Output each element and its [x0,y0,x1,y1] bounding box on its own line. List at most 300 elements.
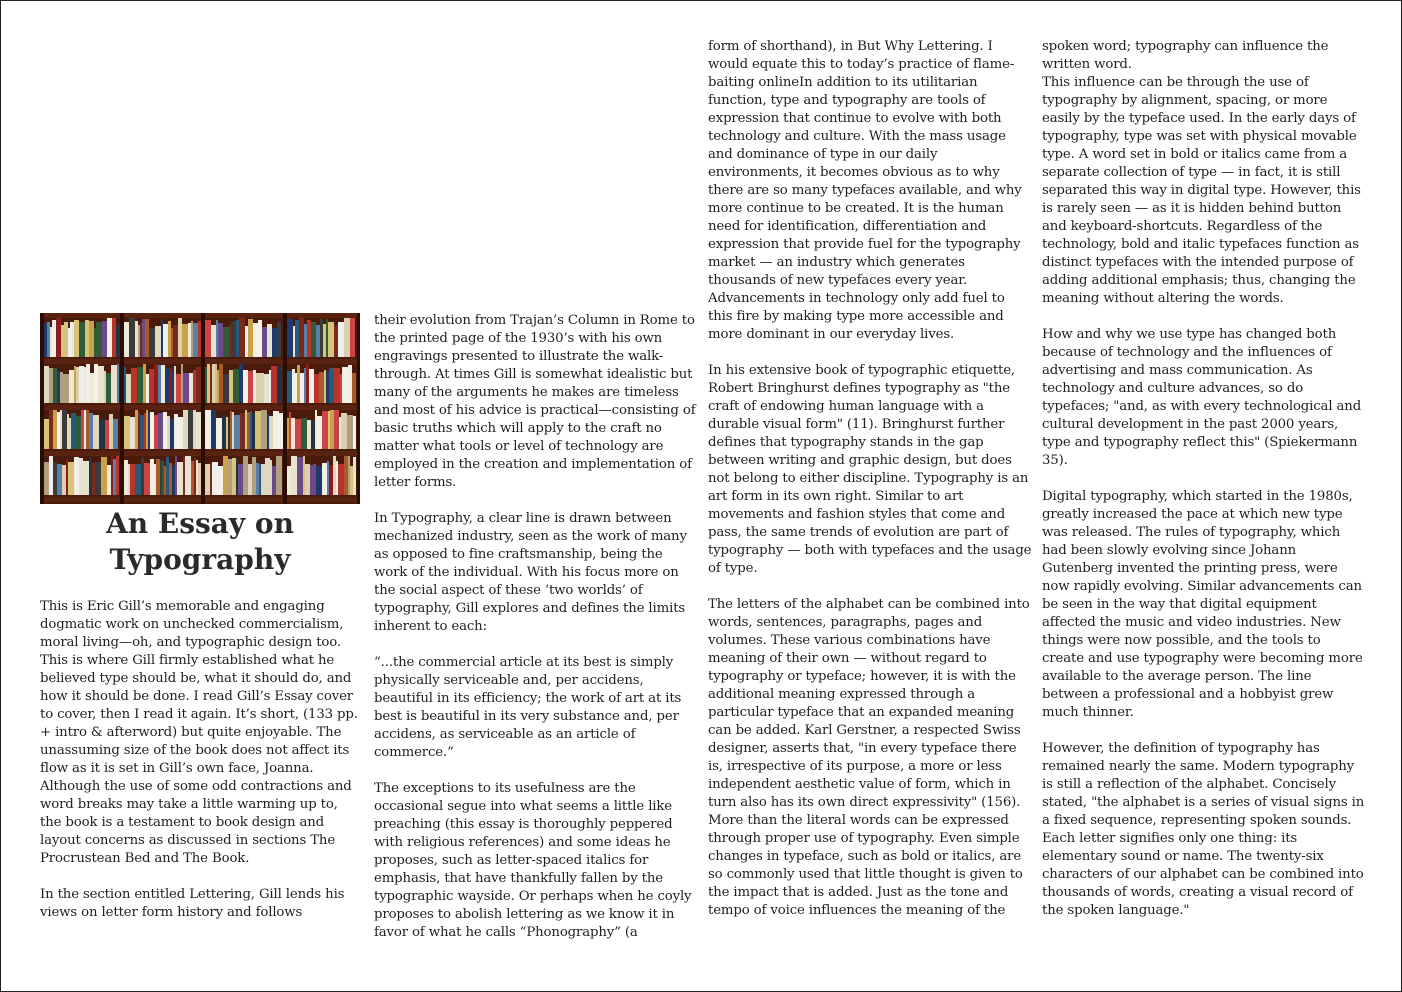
book-spine [207,364,210,403]
book-spine [303,455,305,495]
book-spine [104,371,106,403]
book-spine [289,412,291,449]
book-spine [307,420,311,449]
book-spine [67,414,69,449]
book-spine [329,465,333,495]
book-spine [248,464,252,495]
book-spine [353,457,356,495]
book-spine [216,418,222,449]
book-spine [161,319,163,357]
book-spine [191,321,193,357]
book-spine [319,372,324,403]
book-spine [252,457,256,495]
book-spine [250,411,252,449]
book-spine [71,413,76,449]
book-spine [339,417,341,449]
book-spine [344,318,350,357]
column-4 [1042,38,1366,920]
book-spine [160,460,162,495]
book-spine [261,409,267,449]
book-spine [145,319,149,357]
book-spine [287,371,292,403]
book-spine [154,415,158,449]
book-spine [53,462,57,495]
book-spine [135,321,138,357]
book-spine [210,366,212,403]
book-spine [348,455,350,495]
book-spine [161,365,165,403]
book-spine [352,373,356,403]
book-spine [176,374,181,403]
book-spine [130,464,135,495]
shelf-upright [357,313,360,504]
book-spine [223,374,229,403]
book-spine [89,321,94,357]
book-spine [130,417,135,449]
book-spine [92,463,95,495]
book-spine [258,320,262,357]
book-spine [106,373,111,403]
book-spine [211,410,216,449]
book-spine [175,455,177,495]
book-spine [89,413,93,449]
book-spine [338,322,344,357]
book-spine [269,370,271,403]
book-spine [170,419,174,449]
book-spine [126,374,131,403]
book-spine [253,370,256,403]
book-spine [149,328,155,357]
shelf-upright [120,313,124,504]
book-spine [183,410,188,449]
book-spine [81,409,84,449]
book-spine [279,413,283,449]
book-spine [178,417,183,449]
book-spine [56,317,61,357]
book-spine [76,367,79,403]
shelf-upright [40,313,44,504]
book-spine [287,418,289,449]
book-spine [223,455,228,495]
book-spine [310,465,313,495]
book-spine [74,457,79,495]
book-spine [295,320,299,357]
book-spine [240,413,245,449]
paragraph: form of shorthand), in But Why Lettering. I would equate this to today’s practice of flame-baiting onlineIn addition to its utilitarian function, type and typography are tools of expression that continue to evolve with both technology and culture. With the mass usage and dominance of type in our daily environments, it becomes obvious as to why there are so many typefaces available, and why more continue to be created. It is the human need for identification, differentiation and expression that provide fuel for the typography market — an industry which generates thousands of new typefaces every year. Advancements in technology only add fuel to this fire by making type more accessible and more dominant in our everyday lives. [708,39,1022,342]
book-spine [193,370,196,403]
book-spine [304,324,307,357]
book-spine [138,412,140,449]
book-spine [140,323,142,357]
book-spine [243,456,248,495]
book-spine [140,415,144,449]
book-spine [295,419,301,449]
book-spine [84,409,86,449]
book-spine [324,370,326,403]
book-spine [205,320,211,357]
book-spine [168,321,171,357]
book-spine [79,366,84,403]
book-spine [229,325,231,357]
book-spine [243,370,248,403]
book-spine [124,367,126,403]
book-spine [101,419,105,449]
book-spine [273,411,279,449]
book-spine [183,373,189,403]
book-spine [270,460,272,495]
book-spine [60,410,62,449]
book-spine [218,466,223,495]
book-spine [165,368,170,403]
book-spine [248,319,253,357]
book-spine [170,368,172,403]
book-spine [245,410,247,449]
book-spine [219,363,223,403]
shelf-board [40,451,360,456]
paragraph: The exceptions to its usefulness are the occasional segue into what seems a little like preaching (this essay is thoroughly peppered with religious references) and some ideas he proposes, such as letter-spaced italics for emphasis, that have thankfully fallen by the typographic wayside. Or perhaps when he coyly proposes to abolish lettering as we know it in favor of what he calls “Phonography” (a [374,781,692,940]
book-spine [215,363,217,403]
book-spine [315,409,317,449]
book-spine [205,410,211,449]
book-spine [342,367,348,403]
paragraph: spoken word; typography can influence the written word. [1042,39,1329,72]
book-spine [53,368,57,403]
book-spine [311,420,315,449]
book-spine [93,415,99,449]
book-spine [49,409,53,449]
book-spine [76,416,81,449]
book-spine [154,364,158,403]
column-3 [708,38,1032,920]
book-spine [95,462,101,495]
book-spine [272,466,276,495]
book-spine [188,323,191,357]
book-spine [52,320,56,357]
book-spine [233,369,239,403]
book-spine [328,411,330,449]
book-spine [316,466,322,495]
book-spine [267,324,272,357]
book-spine [287,319,293,357]
book-spine [306,364,309,403]
book-spine [340,374,342,403]
book-spine [212,462,218,495]
book-spine [252,413,255,449]
book-spine [229,370,233,403]
book-spine [57,371,60,403]
shelf-board [40,359,360,364]
book-spine [129,318,135,357]
book-spine [156,459,160,495]
book-spine [60,372,63,403]
book-spine [111,365,117,403]
book-spine [163,324,168,357]
book-spine [171,328,173,357]
book-spine [142,319,145,357]
book-spine [146,374,149,403]
book-spine [79,458,83,495]
book-spine [99,419,101,449]
book-spine [293,326,295,357]
book-spine [107,318,112,357]
book-spine [185,455,191,495]
book-spine [333,456,336,495]
book-spine [326,371,329,403]
book-spine [148,412,150,449]
book-spine [211,325,216,357]
book-spine [172,465,175,495]
book-spine [198,321,201,357]
book-spine [68,462,74,495]
book-spine [163,412,167,449]
book-spine [205,464,210,495]
column-1 [40,598,362,922]
book-spine [210,463,212,495]
book-spine [164,466,166,495]
book-spine [105,420,109,449]
book-spine [69,418,71,449]
book-spine [53,409,57,449]
book-spine [158,413,163,449]
book-spine [232,412,234,449]
book-spine [155,326,161,357]
book-spine [347,415,353,449]
book-spine [174,414,178,449]
paragraph: The letters of the alphabet can be combined into words, sentences, paragraphs, pages and volumes. These various combinations have meaning of their own — without regard to typography or typeface; however, it is with the additional meaning expressed through a particular typeface that an expanded meaning can be added. Karl Gerstner, a respected Swiss designer, asserts that, "in every typeface there is, irrespective of its purpose, a more or less independent aesthetic value of form, which in turn also has its own direct expressivity" (156). More than the literal words can be expressed through proper use of typography. Even simple changes in typeface, such as bold or italics, are so commonly used that little thought is given to the impact that is added. Just as the tone and tempo of voice influences the meaning of the [708,597,1030,918]
paragraph: This is Eric Gill’s memorable and engaging dogmatic work on unchecked commercialism, moral living—oh, and typographic design too. This is where Gill firmly established what he believed type should be, what it should do, and how it should be done. I read Gill’s Essay cover to cover, then I read it again. It’s short, (133 pp. + intro & afterword) but quite enjoyable. The unassuming size of the book does not affect its flow as it is set in Gill’s own face, Joanna. Although the use of some odd contractions and word breaks may take a little warming up to, the book is a testament to book design and layout concerns as discussed in sections The Procrustean Bed and The Book. [40,599,358,866]
book-spine [49,455,53,495]
book-spine [128,464,130,495]
book-spine [277,322,281,357]
book-spine [64,322,68,357]
book-spine [271,366,277,403]
book-spine [353,416,356,449]
book-spine [177,462,183,495]
book-spine [173,325,178,357]
book-spine [261,373,264,403]
book-spine [196,460,198,495]
book-spine [317,416,322,449]
book-spine [230,411,232,449]
book-spine [194,458,196,495]
book-spine [253,323,258,357]
book-spine [154,464,156,495]
book-spine [113,459,116,495]
book-spine [255,411,261,449]
book-spine [222,415,226,449]
book-spine [348,365,352,403]
book-spine [328,322,334,357]
book-spine [334,409,339,449]
book-spine [109,414,113,449]
book-spine [96,322,102,357]
bookshelf-photo [40,313,360,504]
book-spine [98,366,104,403]
book-spine [144,413,146,449]
book-spine [113,419,118,449]
book-spine [84,367,86,403]
book-spine [299,318,304,357]
book-spine [248,371,253,403]
book-spine [261,464,265,495]
book-spine [135,464,141,495]
book-spine [131,368,137,403]
book-spine [183,457,185,495]
book-spine [316,325,320,357]
book-spine [267,414,269,449]
book-spine [102,321,107,357]
book-spine [150,459,154,495]
book-spine [94,328,96,357]
book-spine [226,417,228,449]
book-spine [341,413,347,449]
book-spine [276,455,282,495]
book-spine [245,326,248,357]
book-spine [94,364,98,403]
paragraph: In the section entitled Lettering, Gill lends his views on letter form history and follows [40,887,345,920]
book-spine [116,325,120,357]
book-spine [292,369,295,403]
paragraph: In Typography, a clear line is drawn between mechanized industry, seen as the work of many as opposed to fine craftsmanship, being the work of the individual. With his focus more on the social aspect of these ‘two worlds’ of typography, Gill explores and defines the limits inherent to each: [374,511,687,634]
book-spine [158,365,161,403]
book-spine [63,374,69,403]
book-spine [83,461,89,495]
book-spine [311,322,316,357]
book-spine [322,463,327,495]
book-spine [326,319,328,357]
book-spine [167,416,170,449]
book-spine [89,457,92,495]
book-spine [295,373,297,403]
book-spine [344,456,348,495]
book-spine [323,324,326,357]
book-spine [291,418,295,449]
book-spine [277,366,282,403]
book-spine [124,322,129,357]
book-spine [117,363,119,403]
shelf-upright [201,313,205,504]
book-spine [49,368,53,403]
book-spine [256,373,261,403]
book-spine [338,464,344,495]
shelf-board [40,497,360,502]
book-spine [265,458,270,495]
paragraph: This influence can be through the use of typography by alignment, spacing, or more easily by the typeface used. In the early days of typography, type was set with physical movable type. A word set in bold or italics came from a separate collection of type — in fact, it is still separated this way in digital type. However, this is rarely seen — as it is hidden behind button and keyboard-shortcuts. Regardless of the technology, bold and italic typefaces function as distinct typefaces with the intended purpose of adding additional emphasis; thus, changing the meaning without altering the words. [1042,75,1361,306]
book-spine [239,363,243,403]
book-spine [174,366,176,403]
book-spine [74,320,79,357]
book-spine [228,459,232,495]
column-2 [374,312,696,942]
book-spine [178,318,182,357]
book-spine [101,457,107,495]
book-spine [116,455,119,495]
book-spine [300,373,304,403]
article-title: An Essay on Typography [106,507,294,576]
paragraph: However, the definition of typography has remained nearly the same. Modern typography is still a reflection of the alphabet. Concisely stated, "the alphabet is a series of visual signs in a fixed sequence, representing spoken sounds. Each letter signifies only one thing: its elementary sound or name. The twenty-six characters of our alphabet can be combined into thousands of words, creating a visual record of the spoken language." [1042,741,1365,918]
book-spine [247,412,250,449]
book-spine [218,323,223,357]
paragraph: In his extensive book of typographic etiquette, Robert Bringhurst defines typography as "the craft of endowing human language with a durable visual form" (11). Bringhurst further defines that typography stands in the gap between writing and graphic design, but does not belong to either discipline. Typography is an art form in its own right. Similar to art movements and fashion styles that come and pass, the same trends of evolution are part of typography — both with typefaces and the usage of type. [708,363,1032,576]
book-spine [217,370,219,403]
book-spine [57,412,60,449]
book-spine [112,318,116,357]
book-spine [86,409,89,449]
book-spine [149,369,154,403]
book-spine [232,458,236,495]
book-spine [85,320,89,357]
paragraph: Digital typography, which started in the 1980s, greatly increased the pace at which new type was released. The rules of typography, which had been slowly evolving since Johann Gutenberg invented the printing press, were now rapidly evolving. Similar advancements can be seen in the way that digital equipment affected the music and video industries. New things were now possible, and the tools to create and use typography were becoming more available to the average person. The line between a professional and a hobbyist grew much thinner. [1042,489,1363,720]
book-spine [47,322,50,357]
book-spine [62,410,67,449]
book-spine [68,328,70,357]
book-spine [90,373,94,403]
book-spine [329,368,334,403]
book-spine [62,465,66,495]
book-spine [150,412,154,449]
book-spine [146,410,148,449]
book-spine [50,327,52,357]
book-spine [336,461,338,495]
book-spine [70,322,72,357]
book-spine [196,412,201,449]
book-spine [259,464,261,495]
book-spine [205,367,207,403]
book-spine [291,455,297,495]
book-spine [234,415,240,449]
shelf-upright [283,313,287,504]
book-spine [304,368,306,403]
shelf-board [40,313,360,318]
book-spine [327,461,329,495]
paragraph: How and why we use type has changed both because of technology and the influences of advertising and mass communication. As technology and culture advances, so do typefaces; "and, as with every technological and cultural development in the past 2000 years, type and typography reflect this" (Spiekermann 35). [1042,327,1362,468]
book-spine [189,373,193,403]
book-spine [330,409,334,449]
book-spine [334,325,338,357]
book-spine [193,323,198,357]
book-spine [124,460,128,495]
book-spine [69,370,74,403]
book-spine [305,464,310,495]
book-spine [256,463,259,495]
book-spine [172,370,174,403]
book-spine [144,463,150,495]
shelf-board [40,405,360,410]
book-spine [169,463,172,495]
book-spine [198,463,201,495]
book-spine [143,363,146,403]
book-spine [188,409,193,449]
book-spine [162,461,164,495]
book-spine [196,367,201,403]
book-spine [239,317,245,357]
book-spine [287,466,291,495]
book-spine [212,364,215,403]
book-spine [297,365,300,403]
book-spine [57,464,62,495]
book-spine [307,320,311,357]
book-spine [138,325,140,357]
book-spine [314,374,319,403]
book-spine [124,416,130,449]
book-spine [111,456,113,495]
book-spine [322,411,328,449]
book-spine [297,457,303,495]
book-spine [79,322,85,357]
book-spine [301,418,307,449]
book-spine [66,459,68,495]
book-spine [320,319,323,357]
